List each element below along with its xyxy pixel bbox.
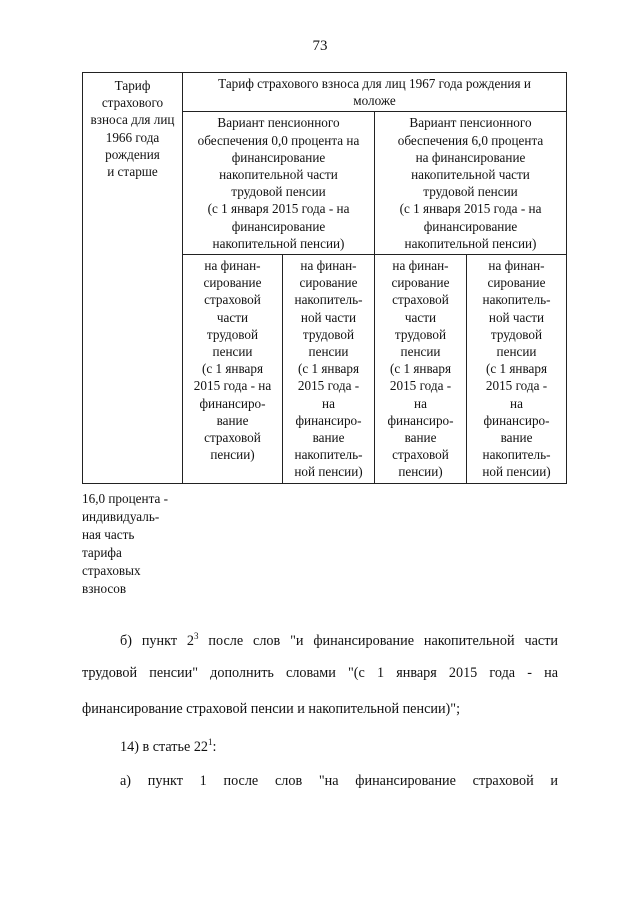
subheader-funded-b: на финан- сирование накопитель- ной части трудовой пенсии (с 1 января 2015 года - на финансиро- вание накопитель- ной пенсии) (467, 255, 567, 484)
text-run: а) пункт 1 после слов "на финансирование страховой и (120, 773, 558, 789)
subheader-insurance-a: на финан- сирование страховой части трудовой пенсии (с 1 января 2015 года - на финансиро- вание страховой пенсии) (183, 255, 283, 484)
older-cohort-header: Тариф страхового взноса для лиц 1966 года рождения и старше (83, 73, 183, 484)
superscript: 3 (194, 631, 199, 641)
text-run: б) пункт 2 (120, 633, 195, 649)
variant-6-header: Вариант пенсионного обеспечения 6,0 процента на финансирование накопительной части трудовой пенсии (с 1 января 2015 года - на финансирование накопительной пенсии) (375, 112, 567, 255)
individual-part-note: 16,0 процента - индивидуаль- ная часть тарифа страховых взносов (82, 491, 169, 596)
subheader-insurance-b: на финан- сирование страховой части трудовой пенсии (с 1 января 2015 года - на финансиро- вание страховой пенсии) (375, 255, 467, 484)
text-run: 14) в статье 22 (120, 739, 209, 755)
paragraph-line: трудовой пенсии" дополнить словами "(с 1 января 2015 года - на (82, 665, 558, 681)
page-number: 73 (312, 38, 328, 54)
tariff-table (82, 72, 567, 484)
subheader-funded-a: на финан- сирование накопитель- ной части трудовой пенсии (с 1 января 2015 года - на финансиро- вание накопитель- ной пенсии) (283, 255, 375, 484)
younger-cohort-header: Тариф страхового взноса для лиц 1967 года рождения и моложе (183, 73, 567, 112)
text-run: после слов "и финансирование накопительной части (198, 633, 558, 649)
paragraph-line: финансирование страховой пенсии и накопительной пенсии)"; (82, 701, 461, 717)
table-row (83, 73, 567, 112)
paragraph-line (82, 738, 558, 756)
superscript: 1 (208, 737, 213, 747)
variant-0-header: Вариант пенсионного обеспечения 0,0 процента на финансирование накопительной части трудовой пенсии (с 1 января 2015 года - на финансирование накопительной пенсии) (183, 112, 375, 255)
paragraph-line (82, 772, 558, 790)
paragraph-line (82, 632, 558, 650)
text-run: : (212, 739, 217, 755)
